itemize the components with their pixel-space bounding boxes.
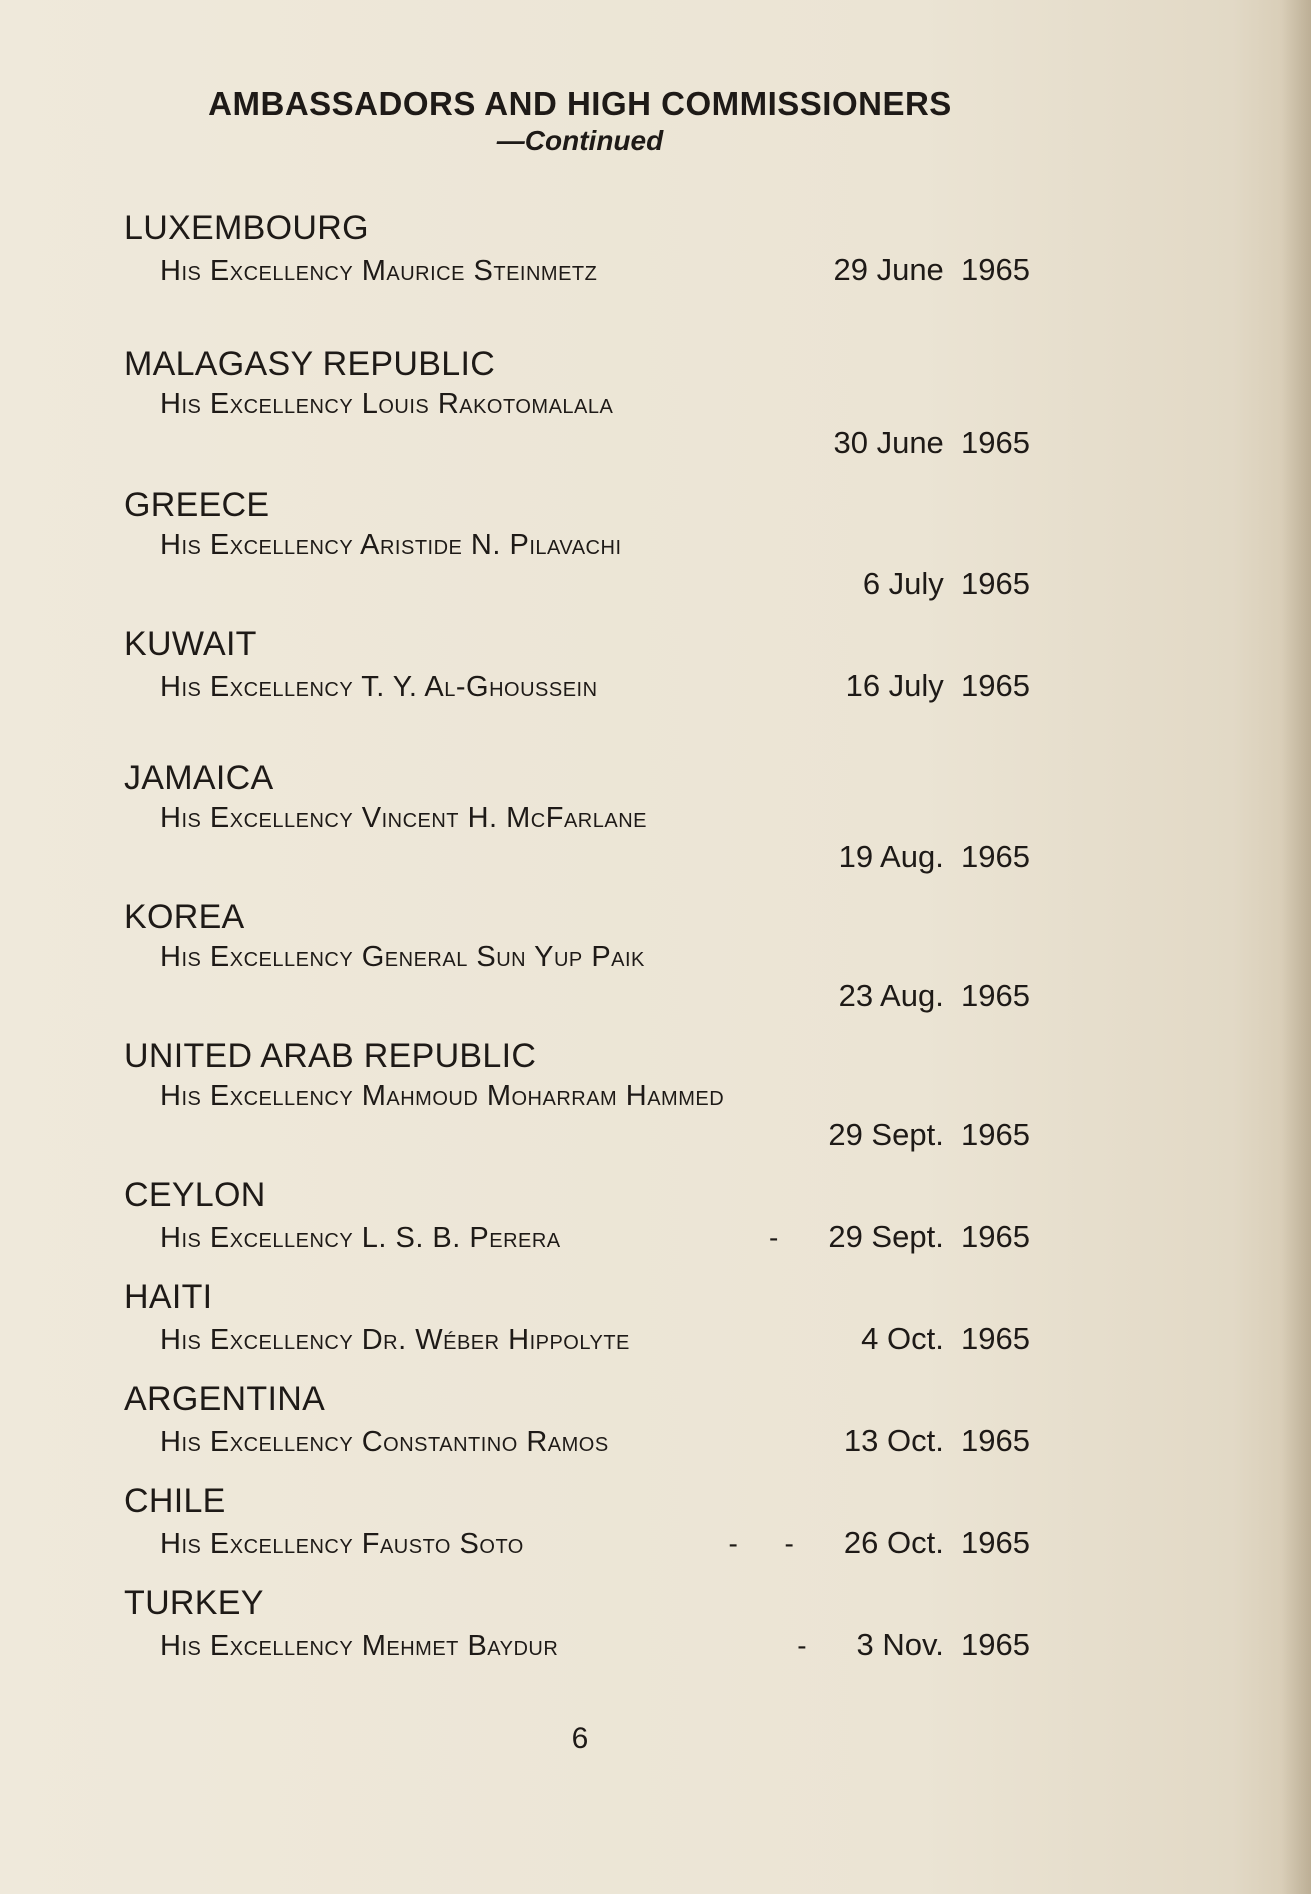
list-item [124, 1379, 1030, 1459]
ambassador-row [124, 1525, 1030, 1561]
country-name: LUXEMBOURG [124, 209, 369, 247]
appointment-date: 19 Aug. 1965 [838, 839, 1030, 874]
country-name: ARGENTINA [124, 1380, 326, 1418]
ambassador-name: His Excellency Dr. Wéber Hippolyte [160, 1324, 630, 1356]
list-item [124, 1277, 1030, 1357]
list-item [124, 1481, 1030, 1561]
leader-dash: - [797, 1630, 807, 1661]
appointment-date: 30 June 1965 [833, 425, 1030, 460]
ambassador-name: His Excellency Mehmet Baydur [160, 1630, 559, 1662]
country-name: CHILE [124, 1482, 226, 1520]
list-item [124, 758, 1030, 875]
appointment-date: 29 Sept. 1965 [828, 1219, 1030, 1254]
appointment-date: 3 Nov. 1965 [856, 1627, 1030, 1662]
ambassador-name: His Excellency T. Y. Al-Ghoussein [160, 671, 598, 703]
country-name: KOREA [124, 898, 245, 936]
ambassador-row [124, 388, 1030, 421]
leader-dash: - - [728, 1528, 794, 1559]
appointment-date: 29 Sept. 1965 [828, 1117, 1030, 1152]
appointment-date: 6 July 1965 [862, 566, 1030, 601]
appointment-date: 29 June 1965 [833, 252, 1030, 287]
ambassador-row [124, 252, 1030, 288]
appointment-date: 26 Oct. 1965 [843, 1525, 1030, 1560]
ambassador-name: His Excellency Fausto Soto [160, 1528, 524, 1560]
country-name: HAITI [124, 1278, 213, 1316]
ambassador-name: His Excellency Mahmoud Moharram Hammed [160, 1080, 725, 1112]
country-name: KUWAIT [124, 625, 257, 663]
ambassador-name: His Excellency L. S. B. Perera [160, 1222, 561, 1254]
appointment-date: 23 Aug. 1965 [838, 978, 1030, 1013]
appointment-date: 4 Oct. 1965 [861, 1321, 1030, 1356]
ambassador-row [124, 1423, 1030, 1459]
list-item [124, 344, 1030, 461]
ambassador-name: His Excellency Vincent H. McFarlane [160, 802, 647, 834]
country-name: GREECE [124, 486, 270, 524]
ambassador-row [124, 802, 1030, 835]
page-header [150, 84, 1010, 158]
list-item [124, 624, 1030, 704]
ambassador-row [124, 1219, 1030, 1255]
ambassador-row [124, 941, 1030, 974]
page-subtitle: —Continued [496, 125, 664, 156]
list-item [124, 208, 1030, 288]
ambassador-row [124, 1321, 1030, 1357]
list-item [124, 1175, 1030, 1255]
list-item [124, 897, 1030, 1014]
country-name: CEYLON [124, 1176, 266, 1214]
page-title: AMBASSADORS AND HIGH COMMISSIONERS [208, 85, 952, 122]
page-number: 6 [571, 1722, 589, 1755]
ambassador-name: His Excellency General Sun Yup Paik [160, 941, 645, 973]
appointment-date: 13 Oct. 1965 [843, 1423, 1030, 1458]
ambassador-row [124, 529, 1030, 562]
country-name: MALAGASY REPUBLIC [124, 345, 496, 383]
ambassador-row [124, 1080, 1030, 1113]
country-name: JAMAICA [124, 759, 274, 797]
list-item [124, 1583, 1030, 1663]
ambassador-name: His Excellency Louis Rakotomalala [160, 388, 614, 420]
leader-dash: - [769, 1222, 779, 1253]
ambassador-name: His Excellency Maurice Steinmetz [160, 255, 598, 287]
list-item [124, 1036, 1030, 1153]
ambassador-row [124, 668, 1030, 704]
appointment-date: 16 July 1965 [845, 668, 1030, 703]
page-edge-shadow [1281, 0, 1311, 1894]
list-item [124, 485, 1030, 602]
country-name: TURKEY [124, 1584, 264, 1622]
ambassador-name: His Excellency Aristide N. Pilavachi [160, 529, 622, 561]
ambassador-row [124, 1627, 1030, 1663]
country-name: UNITED ARAB REPUBLIC [124, 1037, 537, 1075]
ambassador-list [124, 186, 1030, 1663]
ambassador-name: His Excellency Constantino Ramos [160, 1426, 609, 1458]
